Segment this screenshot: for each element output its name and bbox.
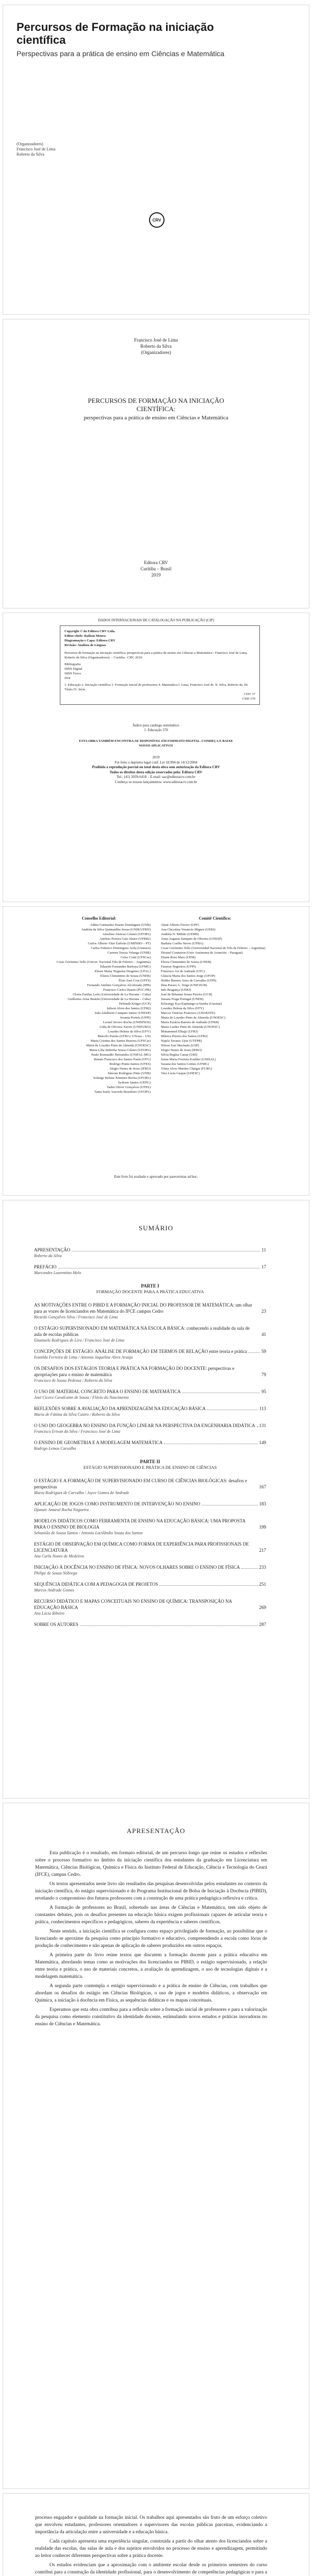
board-member: Lídia de Oliveira Xavier (UNIEURO) (100, 1025, 151, 1029)
board-member: Lourdes Helena da Silva (UFV) (161, 1007, 204, 1010)
summary-entry-page: 251 (259, 1582, 266, 1587)
summary-page (3, 1200, 309, 1798)
board-member: João Adalberto Campato Junior (UNESP) (94, 1011, 151, 1015)
summary-entry (34, 1598, 266, 1611)
board-member: Leonel Severo Rocha (UNISINOS) (103, 1021, 151, 1024)
board-member: Cesar Gerónimo Tello (Universidad Nacional de Três de Febrero – Argentina) (161, 946, 266, 950)
cip-box (60, 625, 260, 705)
summary-entry-author: Emanuele Rodrigues de Lira / Francisco José de Lima (34, 1338, 125, 1343)
board-member: Marcos Vinicius Francisco (UNOESTE) (161, 1011, 216, 1015)
board-member: Josania Portela (UFPI) (120, 1016, 151, 1020)
summary-entry-leader (249, 1352, 260, 1353)
board-member: Tadeu Oliver Gonçalves (UFPA) (106, 1086, 151, 1089)
board-member: Carmen Tereza Velanga (UNIR) (107, 951, 151, 955)
cip-index-line: 1. Educação 370 (144, 728, 168, 732)
summary-entry-author: Roberto da Silva (34, 1253, 62, 1258)
cover-organizer-2: Roberto da Silva (17, 152, 44, 157)
board-footer: Este livro foi avaliado e aprovado por pareceristas ad hoc. (114, 1175, 198, 1179)
board-right-column (161, 916, 269, 1076)
summary-entry-title: O ESTÁGIO E A FORMAÇÃO DE SUPERVISIONADO EM CURSO DE CIÊNCIAS BIOLÓGICAS: desafios e perspectivas (34, 1478, 248, 1489)
title-page-imprint (3, 560, 309, 578)
board-member: Fernando Antônio Gonçalves Alcoforado (IPB) (87, 984, 151, 987)
summary-entry-page: 131 (259, 1423, 266, 1428)
summary-entry-author: Maria Rodrigues de Carvalho / Joyce Gomes de Andrade (34, 1490, 129, 1495)
board-page (3, 907, 309, 1195)
board-member: Mohammed Elhajji (UFRJ) (161, 1030, 198, 1033)
board-member: Maria Lília Imbiriba Sousa Colares (UFOPA) (89, 1048, 151, 1052)
summary-entry-title: INICIAÇÃO À DOCÊNCIA NO ENSINO DE FÍSICA: NOVOS OLHARES SOBRE O ENSINO DE FÍSICA (34, 1565, 240, 1570)
summary-entry (34, 1348, 266, 1354)
cip-line: 1. Educação 2. Iniciação científica 3. Formação inicial de professores 4. Matemática I. Lima, Francisco José de. II. Silva, Roberto da. III. Título IV. Série. (64, 683, 249, 691)
summary-entry-author: Ana Carla Nunes de Medeiros (34, 1554, 85, 1558)
board-member: Sydione Santos (UEPG) (118, 1081, 151, 1084)
summary-entry (34, 1541, 266, 1553)
cip-index-line: Índice para catálogo sistemático (133, 723, 179, 727)
cip-line: ISBN Físico (64, 672, 81, 675)
cip-line: Copyright © da Editora CRV Ltda. (64, 630, 116, 633)
board-member: Francisco Ari de Andrade (UFC) (161, 970, 205, 973)
rights-line: Proibida a reprodução parcial ou total desta obra sem autorização da Editora CRV (92, 765, 220, 769)
summary-list (34, 1247, 266, 1633)
summary-entry-author: Ricardo Gonçalves Silva / Francisco José de Lima (34, 1315, 118, 1319)
title-page-organizer-1: Francisco José de Lima (134, 337, 178, 343)
summary-section-title: FORMAÇÃO DOCENTE PARA A PRÁTICA EDUCATIVA (96, 1289, 204, 1294)
summary-entry-page: 41 (261, 1332, 266, 1337)
summary-entry-leader (80, 1625, 258, 1626)
publisher-logo (149, 212, 165, 228)
summary-entry (34, 1581, 266, 1587)
board-member: Ilma Passos A. Veiga (UNICEUB) (161, 984, 207, 987)
board-member: Altair Alberto Fávero (UPF) (161, 923, 199, 927)
board-member: Jussara Fraga Portugal (UNEB) (161, 997, 204, 1001)
apresentacao-paragraph: A primeira parte do livro reúne textos que discutem a formação docente para a prática educativa em Matemática, abordando temas como as motivações dos licenciandos no PIBID, o estágio supervisionado, a relação entre teoria e prática, o uso de materiais concretos, a avaliação da aprendizagem, o uso de tecnologias digitais e a modelagem matemática. (35, 1953, 267, 1979)
summary-entry (34, 1564, 266, 1570)
cip-line: Diagramação e Capa: Editora CRV (64, 639, 116, 642)
board-member: Aldira Guimarães Duarte Domínguez (UNB) (90, 923, 151, 927)
summary-entry-author: Francisco Erivan da Silva / Francisco José de Lima (34, 1429, 121, 1434)
cip-line: DOI (64, 676, 71, 680)
apresentacao-paragraph: A segunda parte contempla o estágio supervisionado e a prática de ensino de Ciências, com trabalhos que abordam os desafios do estágio em Ciências Biológicas, o uso de jogos e modelos didáticos, a observação em Química, a iniciação à docência em Física, as sequências didáticas e os mapas conceituais. (35, 1984, 267, 2003)
apresentacao-paragraph: Cada capítulo apresenta uma experiência singular, construída a partir do olhar atento dos licenciandos sobre a realidade das escolas, das salas de aula e dos sujeitos envolvidos no processo de ensino e aprendizagem, permitindo ao leitor conhecer diferentes perspectivas sobre a prática docente. (35, 2539, 267, 2558)
apresentacao-body (35, 1850, 267, 2030)
summary-entry (34, 1422, 266, 1429)
title-page-publisher: Editora CRV (144, 560, 168, 565)
summary-entry-page: 269 (259, 1605, 266, 1610)
board-member: Najela Tavares Ujiie (UTFPR) (161, 1039, 202, 1043)
apresentacao-paragraph: Os textos apresentados neste livro são resultados das pesquisas desenvolvidas pelos estudantes no contexto da iniciação científica, do estágio supervisionado e do Programa Institucional de Bolsa de Iniciação à Docência (PIBID), revelando o compromisso dos futuros professores com a construção de uma prática pedagógica reflexiva e crítica. (35, 1882, 267, 1901)
board-member: Tania Suely Azevedo Brasileiro (UFOPA) (94, 1090, 151, 1094)
summary-entry-title: RECURSO DIDÁTICO E MAPAS CONCEITUAIS NO ENSINO DE QUÍMICA: TRANSPOSIÇÃO NA EDUCAÇÃO BÁSICA (34, 1599, 232, 1610)
board-left-column (47, 916, 151, 1094)
board-member: Barbara Coelho Neves (UFBA) (161, 942, 204, 945)
rights-line: 2019 (152, 755, 160, 759)
summary-entry-author: Francisco de Sousa Pedrosa / Roberto da Silva (34, 1378, 112, 1383)
board-member: Francisco Carlos Duarte (PUC-PR) (103, 988, 151, 992)
board-member: Élsio José Corá (UFFS) (119, 979, 151, 982)
summary-entry (34, 1247, 266, 1253)
summary-entry-leader (241, 1568, 257, 1569)
board-member: Inês Bragança (UERJ) (161, 988, 191, 992)
board-member: Elione Maria Nogueira Diogenes (UFAL) (94, 970, 151, 973)
apresentacao-paragraph: A formação de professores no Brasil, sobretudo nas áreas de Ciências e Matemática, tem sido objeto de constantes debates, pois os desafios presentes na educação básica exigem profissionais capazes de articular teoria e prática, conhecimentos específicos e pedagógicos, saberes da experiência e saberes científicos. (35, 1905, 267, 1925)
apresentacao-continuation-page (3, 2494, 309, 2576)
rights-block (3, 755, 309, 785)
board-member: Suzana dos Santos Gomes (UFMG) (161, 1062, 209, 1066)
summary-entry-title: APLICAÇÃO DE JOGOS COMO INSTRUMENTO DE INTERVENÇÃO NO ENSINO (34, 1501, 201, 1506)
cover-organizers (17, 142, 55, 157)
board-right-list (161, 923, 269, 1076)
summary-section (34, 1459, 266, 1470)
cip-line: Revisão: Analista de Línguas (64, 643, 106, 647)
cover-organizer-1: Francisco José de Lima (17, 147, 56, 151)
summary-entry-title: PREFÁCIO (34, 1264, 57, 1269)
board-member: Diosnel Centurion (Univ Autónoma de Asunción – Paraguai) (161, 951, 243, 955)
summary-entry-page: 17 (261, 1264, 266, 1269)
cover-organizers-label: (Organizadores) (17, 142, 43, 146)
board-member: Vera Lucia Gaspar (UDESC) (161, 1072, 200, 1075)
summary-entry (34, 1501, 266, 1507)
summary-entry (34, 1325, 266, 1337)
apresentacao-page (3, 1803, 309, 2488)
board-member: Elizeu Clementino de Souza (UNEB) (161, 960, 211, 964)
summary-entry (34, 1439, 266, 1446)
summary-entry-page: 287 (259, 1622, 266, 1627)
title-page-organizers-label: (Organizadores) (141, 350, 171, 355)
board-member: Anna Augusta Sampaio de Oliveira (UNESP) (161, 937, 222, 941)
board-member: Gloria Fariñas León (Universidade de La Havana – Cuba) (73, 993, 151, 996)
title-page-subtitle: perspectivas para a prática de ensino em Ciências e Matemática (84, 415, 228, 421)
apresentacao-paragraph: Neste sentido, a iniciação científica se configura como espaço privilegiado de formação, ao possibilitar que o licenciando se aproxime da pesquisa como princípio formativo e educativo, compreendendo a escola como lócus de produção de conhecimento e não apenas de aplicação de saberes produzidos em outros espaços. (35, 1929, 267, 1948)
board-member: Carlos Alberto Vilar Estêvão (UMINHO – PT) (88, 942, 151, 945)
summary-entry-author: Rodrigo Lemos Carvalho (34, 1446, 76, 1451)
summary-entry-author: Djanair Amaral Rocha Nogueira (34, 1507, 89, 1512)
board-member: Marcelo Paixão (UFRJ e UTexas – US) (97, 1035, 151, 1038)
summary-entry (34, 1405, 266, 1412)
cip-line: Bibliografia (64, 663, 81, 666)
summary-entry-page: 79 (261, 1372, 266, 1377)
board-member: Maria Lurdes Pinto de Almeida (UNOESC) (161, 1025, 220, 1029)
summary-entry (34, 1478, 266, 1490)
summary-entry-page: 59 (261, 1349, 266, 1354)
cip-index (3, 723, 309, 733)
summary-heading: SUMÁRIO (139, 1224, 173, 1232)
digital-notice: ESTA OBRA TAMBÉM ENCONTRA-SE DISPONÍVEL EM FORMATO DIGITAL. CONHEÇA E BAIXE NOSSO APLICATIVO! (79, 739, 233, 748)
apresentacao-paragraph: Esta publicação é o resultado, em formato editorial, de um percurso longo que reúne os estudos e reflexões sobre o processo formativo no âmbito da iniciação científica dos estudantes da graduação em Licenciatura em Matemática, Ciências Biológicas, Química e Física do Instituto Federal de Educação, Ciência e Tecnologia do Ceará (IFCE), campus Cedro. (35, 1851, 267, 1877)
cip-line: Percursos de formação na iniciação científica: perspectivas para a prática de ensino em Ciências e Matemática / Francisco José de Lima, Roberto da Silva (Organizadores). – Curitiba : CRV, 2019. (64, 651, 248, 659)
board-member: José de Ribamar Sousa Pereira (UCB) (161, 993, 212, 996)
summary-section-title: ESTÁGIO SUPERVISIONADO E PRÁTICA DE ENSINO DE CIÊNCIAS (83, 1465, 217, 1470)
summary-entry-author: Maria de Fátima da Silva Castro / Roberto da Silva (34, 1412, 120, 1417)
summary-entry (34, 1518, 266, 1530)
summary-entry-page: 199 (259, 1524, 266, 1530)
summary-entry-title: MODELOS DIDÁTICOS COMO FERRAMENTA DE ENSINO NA EDUCAÇÃO BÁSICA: UMA PROPOSTA PARA O ENSINO DE BIOLOGIA (34, 1518, 245, 1530)
board-member: Guillermo Arias Beatón (Universidade de La Havana – Cuba) (68, 997, 151, 1001)
apresentacao-paragraph: Esperamos que esta obra contribua para a reflexão sobre a formação inicial de professores e para a valorização da pesquisa como elemento constitutivo da identidade docente, estimulando novos estudos e práticas inovadoras no ensino de Ciências e Matemática. (35, 2007, 267, 2027)
apresentacao-continuation-body (35, 2514, 267, 2576)
cip-line: CDD 370 (242, 697, 255, 701)
summary-section (34, 1283, 266, 1295)
summary-section-header: PARTE II (140, 1459, 160, 1464)
board-member: Vânia Alves Martins Chaigar (FURG) (161, 1067, 212, 1071)
board-member: Maria Eurácia Barreto de Andrade (UFRB) (161, 1021, 219, 1024)
board-member: Nilson José Machado (USP) (161, 1044, 199, 1047)
summary-entry (34, 1388, 266, 1395)
summary-entry (34, 1365, 266, 1378)
board-member: Gláucia Maria dos Santos Jorge (UFOP) (161, 974, 216, 978)
title-page-city: Curitiba – Brasil (140, 566, 172, 571)
board-member: Sérgio Nunes de Jesus (IFRO) (110, 1067, 151, 1071)
board-member: Sonia Maria Ferreira Koehler (UNISAL) (161, 1058, 216, 1061)
cip-line: ISBN Digital (64, 667, 83, 671)
summary-entry-author: Sebastião de Sousa Santos / Antonio Lucilândio Souza dos Santos (34, 1531, 143, 1535)
title-page-organizers (3, 337, 309, 355)
summary-entry-title: SEQUÊNCIA DIDÁTICA COM A PEDAGOGIA DE PROJETOS (34, 1582, 158, 1587)
cover-title: Percursos de Formação na iniciação científica (17, 21, 214, 46)
summary-entry-title: O USO DE MATERIAL CONCRETO PARA O ENSINO DE MATEMÁTICA (34, 1389, 181, 1394)
cover-subtitle: Perspectivas para a prática de ensino em Ciências e Matemática (17, 49, 225, 58)
board-member: Ana Chrystina Venancio Mignot (UERJ) (161, 928, 216, 931)
board-member: Fauston Negreiros (UFPI) (161, 965, 196, 969)
summary-entry (34, 1302, 266, 1314)
summary-entry-author: Philipe de Souza Nóbrega (34, 1571, 77, 1575)
summary-entry-title: REFLEXÕES SOBRE A AVALIAÇÃO DA APRENDIZAGEM NA EDUCAÇÃO BÁSICA (34, 1406, 206, 1411)
summary-entry-page: 149 (259, 1440, 266, 1445)
summary-entry-page: 167 (259, 1484, 266, 1489)
board-member: Andréia N. Militão (UEMS) (161, 933, 199, 936)
board-left-list (47, 923, 151, 1094)
publisher-logo-text: CRV (152, 217, 161, 223)
board-member: Renato Francisco dos Santos Paula (UFG) (94, 1058, 151, 1061)
summary-entry-title: AS MOTIVAÇÕES ENTRE O PIBID E A FORMAÇÃO INICIAL DO PROFESSOR DE MATEMÁTICA: um olhar para as vozes de licenciandos em Matemática do IFCE campus Cedro (34, 1302, 253, 1314)
rights-line: Foi feito o depósito legal conf. Lei 10.994 de 14/12/2004 (114, 760, 198, 765)
board-member: Mônica Pereira dos Santos (UFRJ) (161, 1035, 208, 1038)
summary-entry-page: 11 (261, 1247, 266, 1252)
summary-entry-author: José Cícero Cavalcante de Souza / Flávio do Nascimento (34, 1395, 129, 1400)
summary-entry-author: Ivanilda Ferreira de Lima / Antonia Jaqueline Alves Araújo (34, 1355, 133, 1360)
board-member: Sérgio Nunes de Jesus (IFRO) (161, 1048, 202, 1052)
rights-line: Conheça os nossos lançamentos: www.editoracrv.com.br (114, 779, 198, 784)
summary-entry-title: O USO DO GEOGEBRA NO ENSINO DA FUNÇÃO LINEAR NA PERSPECTIVA DA ENGENHARIA DIDÁTICA (34, 1423, 255, 1428)
summary-entry-title: APRESENTAÇÃO (34, 1247, 71, 1252)
apresentacao-heading: APRESENTAÇÃO (126, 1827, 186, 1835)
summary-entry-title: O ESTÁGIO SUPERVISIONADO EM MATEMÁTICA NA ESCOLA BÁSICA: conhecendo a realidade da sala de aula de escolas públicas (34, 1326, 250, 1337)
board-member: Simone Rodrigues Pinto (UNB) (107, 1072, 151, 1075)
summary-entry-page: 23 (261, 1309, 266, 1314)
board-member: Andréia da Silva Quintanilha Sousa (UNIR/UFRN) (81, 928, 151, 931)
board-member: Lourdes Helena da Silva (UFV) (107, 1030, 151, 1033)
board-member: Helder Buenos Aires de Carvalho (UFPI) (161, 979, 217, 982)
summary-entry-author: Ana Lúcia Ribeiro (34, 1611, 64, 1616)
cip-heading: DADOS INTERNACIONAIS DE CATALOGAÇÃO NA PUBLICAÇÃO (CIP) (98, 618, 214, 622)
rights-line: Tel.: (41) 3039-6418 – E-mail: sac@editoracrv.com.br (117, 775, 195, 779)
cip-line: Editor-chefe: Railson Moura (64, 634, 106, 638)
copyright-page (3, 613, 309, 902)
summary-entry-author: Marcos Andrade Gomes (34, 1588, 74, 1592)
board-member: Jailson Alves dos Santos (UFRJ) (106, 1007, 151, 1010)
title-page-year: 2019 (151, 572, 161, 578)
rights-line: Todos os direitos desta edição reservados pela: Editora CRV (109, 770, 203, 774)
summary-entry (34, 1264, 266, 1270)
summary-entry-title: SOBRE OS AUTORES (34, 1622, 78, 1627)
board-member: Celso Conti (UFSCar) (120, 956, 151, 959)
board-member: Solange Helena Ximenes-Rocha (UFOPA) (93, 1076, 151, 1080)
summary-entry-leader (159, 1585, 257, 1586)
board-member: Carlos Federico Dominguez Avila (Unieuro) (91, 946, 151, 950)
board-member: Elizeu Clementino de Souza (UNEB) (100, 974, 151, 978)
board-member: Antônio Pereira Gaio Júnior (UFRRJ) (100, 937, 151, 941)
apresentacao-paragraph: processo engajador e qualidade na formação inicial. Os trabalhos aqui apresentados são fruto de um esforço coletivo que envolveu estudantes, professores orientadores e supervisores das escolas públicas parceiras, evidenciando a importância da articulação entre a universidade e a educação básica. (35, 2515, 267, 2535)
summary-entry-author: Marcondes Laurentino Melo (34, 1270, 81, 1275)
summary-entry-page: 95 (261, 1389, 266, 1394)
board-left-heading: Conselho Editorial: (81, 916, 117, 921)
board-member: Eduardo Fernandes Barbosa (UFMG) (100, 965, 151, 969)
title-page-organizer-2: Roberto da Silva (140, 344, 172, 349)
board-member: Helmuth Krüger (UCP) (119, 1002, 151, 1006)
board-member: Anselmo Alencar Colares (UFOPA) (102, 933, 151, 936)
board-member: Rodrigo Pratte-Santos (UFES) (109, 1062, 151, 1066)
board-member: Cesar Gerónimo Tello (Univer. Nacional Três de Febrero – Argentina) (56, 960, 151, 964)
board-member: Maria Cristina dos Santos Bezerra (UFSCar) (90, 1039, 151, 1043)
board-member: Eliane Rose Maio (UEM) (161, 956, 195, 959)
board-right-heading: Comitê Científico: (199, 916, 232, 921)
summary-entry-page: 217 (259, 1548, 266, 1553)
board-member: Kilwangy Kya Kapitango-a-Samba (Unemat) (161, 1002, 222, 1006)
summary-entry-title: O ENSINO DE GEOMETRIA E A MODELAGEM MATEMÁTICA (34, 1440, 163, 1445)
apresentacao-paragraph: Os estudos evidenciam que a aproximação com o ambiente escolar desde os primeiros semestres do curso contribui para a construção da identidade profissional, para o desenvolvimento de competências pedagógicas e para a (35, 2563, 267, 2575)
summary-entry-page: 113 (259, 1406, 266, 1411)
title-page-title: PERCURSOS DE FORMAÇÃO NA INICIAÇÃO CIENTÍFICA: (88, 397, 224, 413)
board-member: Paulo Romualdo Hernandes (UNIFAL-MG) (91, 1053, 151, 1057)
summary-entry-title: CONCEPÇÕES DE ESTÁGIO: ANÁLISE DE FORMAÇÃO EM TERMOS DE RELAÇÃO entre teoria e prática (34, 1349, 248, 1354)
title-page (3, 319, 309, 608)
board-member: Maria de Lourdes Pinto de Almeida (UNOESC) (161, 1016, 225, 1020)
board-member: Silvia Regina Canan (URI) (161, 1053, 198, 1057)
summary-section-header: PARTE I (141, 1283, 159, 1289)
summary-entry-page: 183 (259, 1501, 266, 1506)
summary-entry-title: ESTÁGIO DE OBSERVAÇÃO EM QUÍMICA COMO FORMA DE EXPERIÊNCIA PARA PROFISSIONAIS DE LICENCIATURA (34, 1541, 249, 1553)
summary-entry (34, 1621, 266, 1628)
cover-page (3, 5, 309, 314)
summary-entry-page: 233 (259, 1565, 266, 1570)
summary-entry-title: OS DESAFIOS DOS ESTÁGIOS TEORIA E PRÁTICA NA FORMAÇÃO DO DOCENTE: perspectivas e apropriações para o ensino de matemática (34, 1366, 235, 1377)
board-member: Maria de Lourdes Pinto de Almeida (UNOESC) (86, 1044, 151, 1047)
cip-line: CDU 37 (244, 692, 255, 696)
